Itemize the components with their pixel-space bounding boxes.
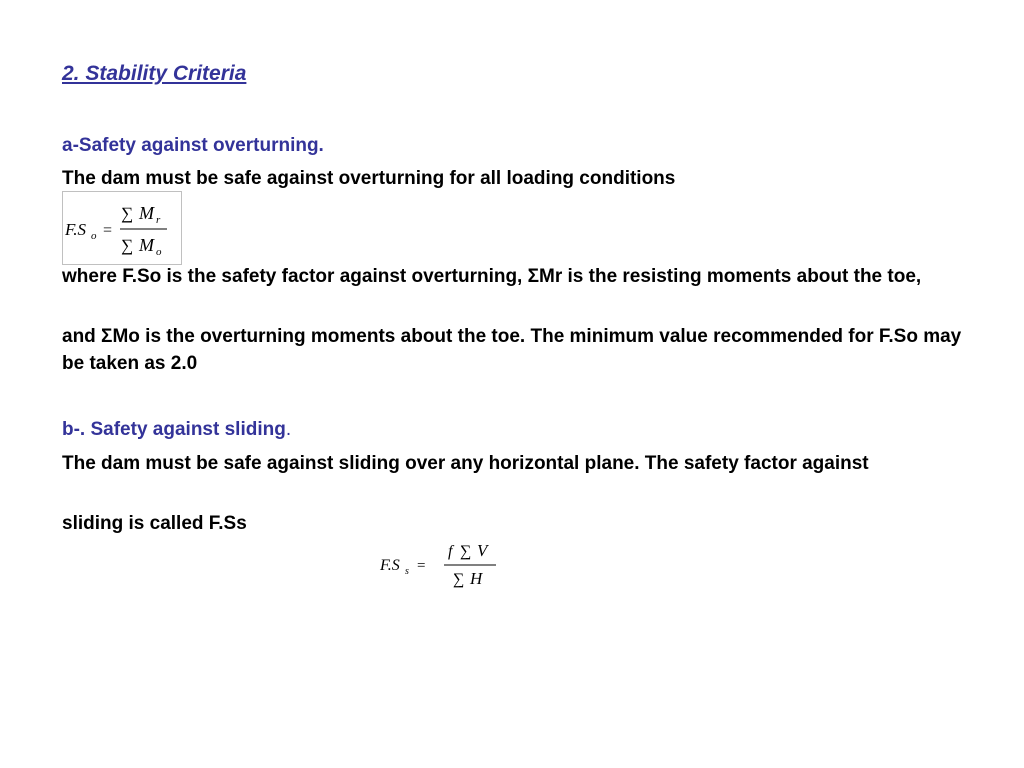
section-a-para2: and ΣMo is the overturning moments about the toe. The minimum value recommended for F.So may be taken as 2.0 — [62, 326, 962, 374]
fss-num: V — [477, 541, 488, 560]
fso-den-sigma: ∑ — [121, 236, 134, 255]
fss-equals: = — [417, 558, 426, 574]
fss-num-f: f — [448, 543, 453, 560]
fss-den-sigma: ∑ — [453, 571, 465, 588]
sliding-formula — [378, 540, 502, 590]
fss-den: H — [470, 569, 483, 588]
fso-lhs-sub: o — [91, 230, 97, 242]
fso-equals: = — [103, 222, 113, 239]
section-a-line1: The dam must be safe against overturning for all loading conditions — [62, 168, 676, 189]
fso-lhs: F.S — [65, 220, 86, 239]
fso-num-sigma: ∑ — [121, 204, 134, 223]
fso-den: M — [139, 235, 154, 255]
section-a-heading: a-Safety against overturning. — [62, 135, 324, 156]
section-b-heading-period: . — [285, 419, 292, 440]
section-b-para2: sliding is called F.Ss — [62, 513, 247, 534]
slide-title: 2. Stability Criteria — [62, 62, 247, 85]
fso-num: M — [139, 203, 154, 223]
overturning-formula-svg — [63, 192, 181, 264]
fss-lhs-sub: s — [405, 566, 409, 577]
section-b-para1: The dam must be safe against sliding over any horizontal plane. The safety factor against — [62, 453, 869, 474]
overturning-formula — [62, 191, 182, 265]
section-a-para1: where F.So is the safety factor against overturning, ΣMr is the resisting moments about the toe, — [62, 266, 922, 287]
section-b-heading — [62, 419, 291, 441]
fss-lhs: F.S — [380, 557, 400, 574]
fso-num-sub: r — [156, 214, 161, 226]
fso-den-sub: o — [156, 246, 162, 258]
fss-num-sigma: ∑ — [460, 543, 472, 560]
sliding-formula-svg — [378, 540, 502, 590]
section-b-heading-text: b-. Safety against sliding — [62, 419, 286, 440]
